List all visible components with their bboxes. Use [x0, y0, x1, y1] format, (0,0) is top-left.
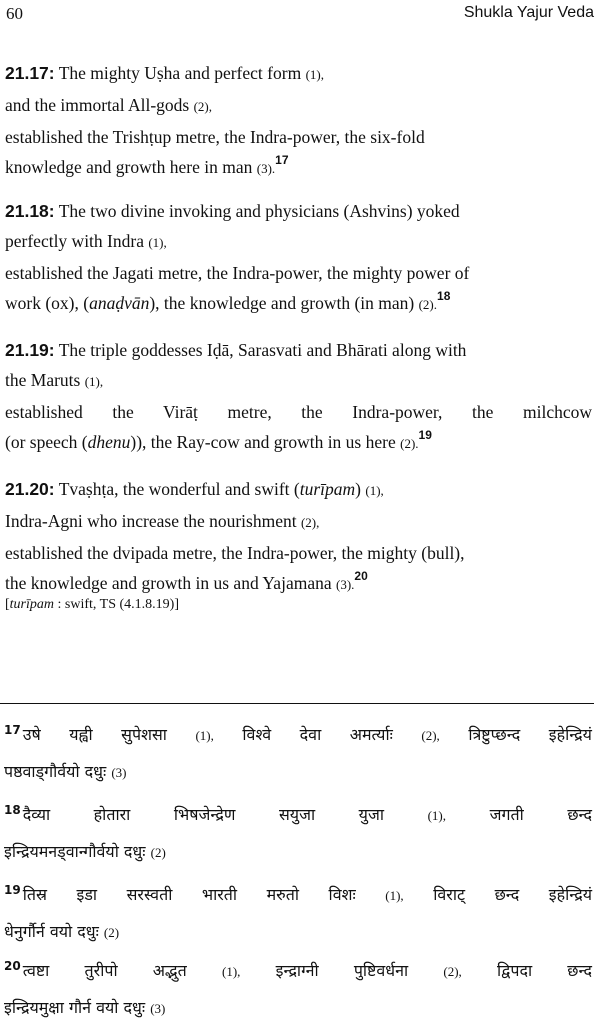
verse-line: established the Jagati metre, the Indra-power, the mighty power of	[5, 263, 470, 283]
verse-number: 21.17:	[5, 63, 55, 83]
footnote-marker: 17	[275, 153, 289, 167]
verse-line: (or speech (dhenu)), the Ray-cow and growth in us here (2).$^{19}$	[5, 428, 432, 452]
footnote-marker: 20	[354, 569, 368, 583]
footnote-number: 17	[4, 723, 21, 737]
footnote-divider	[0, 703, 594, 704]
footnote-line: धेनुर्गौर्न वयो दधुः (2)	[4, 922, 120, 941]
footnote-line: $^{18}$ दैव्या होतारा भिषजेन्द्रेण सयुजा युजा (1), जगती छन्द	[4, 803, 592, 824]
footnote-20	[4, 948, 592, 1027]
footnote-19	[4, 872, 592, 951]
footnote-line: $^{19}$ तिस्र इडा सरस्वती भारती मरुतो विशः (1), विराट् छन्द इहेन्द्रियं	[4, 883, 592, 904]
verse-number: 21.19:	[5, 340, 55, 360]
verse-line: 21.19: The triple goddesses Iḍā, Sarasvati and Bhārati along with	[5, 340, 467, 360]
verse-line: knowledge and growth here in man (3).$^{17}$	[5, 153, 289, 177]
footnote-marker: 18	[437, 289, 451, 303]
footnote-line: पष्ठवाड्गौर्वयो दधुः (3)	[4, 762, 127, 781]
verse-21-19	[5, 335, 592, 459]
editorial-note: [turīpam : swift, TS (4.1.8.19)]	[5, 597, 179, 612]
verse-line: established the dvipada metre, the Indra-power, the mighty (bull),	[5, 543, 465, 563]
footnote-17	[4, 712, 592, 791]
footnote-line: $^{17}$ उषे यह्वी सुपेशसा (1), विश्वे देवा अमर्त्याः (2), त्रिष्टुप्छन्द इहेन्द्रियं	[4, 723, 592, 744]
verse-line: 21.18: The two divine invoking and physicians (Ashvins) yoked	[5, 201, 460, 221]
verse-line: Indra-Agni who increase the nourishment (2),	[5, 511, 320, 531]
footnote-line: इन्द्रियमनड्वान्गौर्वयो दधुः (2)	[4, 842, 166, 861]
footnote-number: 19	[4, 883, 21, 897]
verse-number: 21.20:	[5, 479, 55, 499]
verse-21-17	[5, 58, 592, 184]
footnote-number: 18	[4, 803, 21, 817]
verse-line: established the Virāṭ metre, the Indra-power, the milchcow	[5, 402, 592, 422]
footnote-line: $^{20}$ त्वष्टा तुरीपो अद्भुत (1), इन्द्राग्नी पुष्टिवर्धना (2), द्विपदा छन्द	[4, 959, 592, 980]
footnote-18	[4, 792, 592, 871]
verse-line: perfectly with Indra (1),	[5, 231, 167, 251]
verse-line: the knowledge and growth in us and Yajamana (3).$^{20}$	[5, 569, 368, 593]
page-header	[6, 4, 594, 28]
verse-line: established the Trishṭup metre, the Indra-power, the six-fold	[5, 127, 425, 147]
footnote-number: 20	[4, 959, 21, 973]
verse-line: work (ox), (anaḍvān), the knowledge and growth (in man) (2).$^{18}$	[5, 289, 451, 313]
verse-line: the Maruts (1),	[5, 370, 104, 390]
verse-number: 21.18:	[5, 201, 55, 221]
verse-21-18	[5, 196, 592, 320]
verse-line: 21.17: The mighty Uṣha and perfect form (1),	[5, 63, 324, 83]
verse-line: and the immortal All-gods (2),	[5, 95, 213, 115]
running-head: Shukla Yajur Veda	[463, 4, 594, 21]
verse-line: 21.20: Tvaṣhṭa, the wonderful and swift (turīpam) (1),	[5, 479, 384, 499]
page-number: 60	[6, 4, 23, 23]
footnote-marker: 19	[418, 428, 432, 442]
verse-21-20	[5, 474, 592, 600]
footnote-line: इन्द्रियमुक्षा गौर्न वयो दधुः (3)	[4, 998, 166, 1017]
